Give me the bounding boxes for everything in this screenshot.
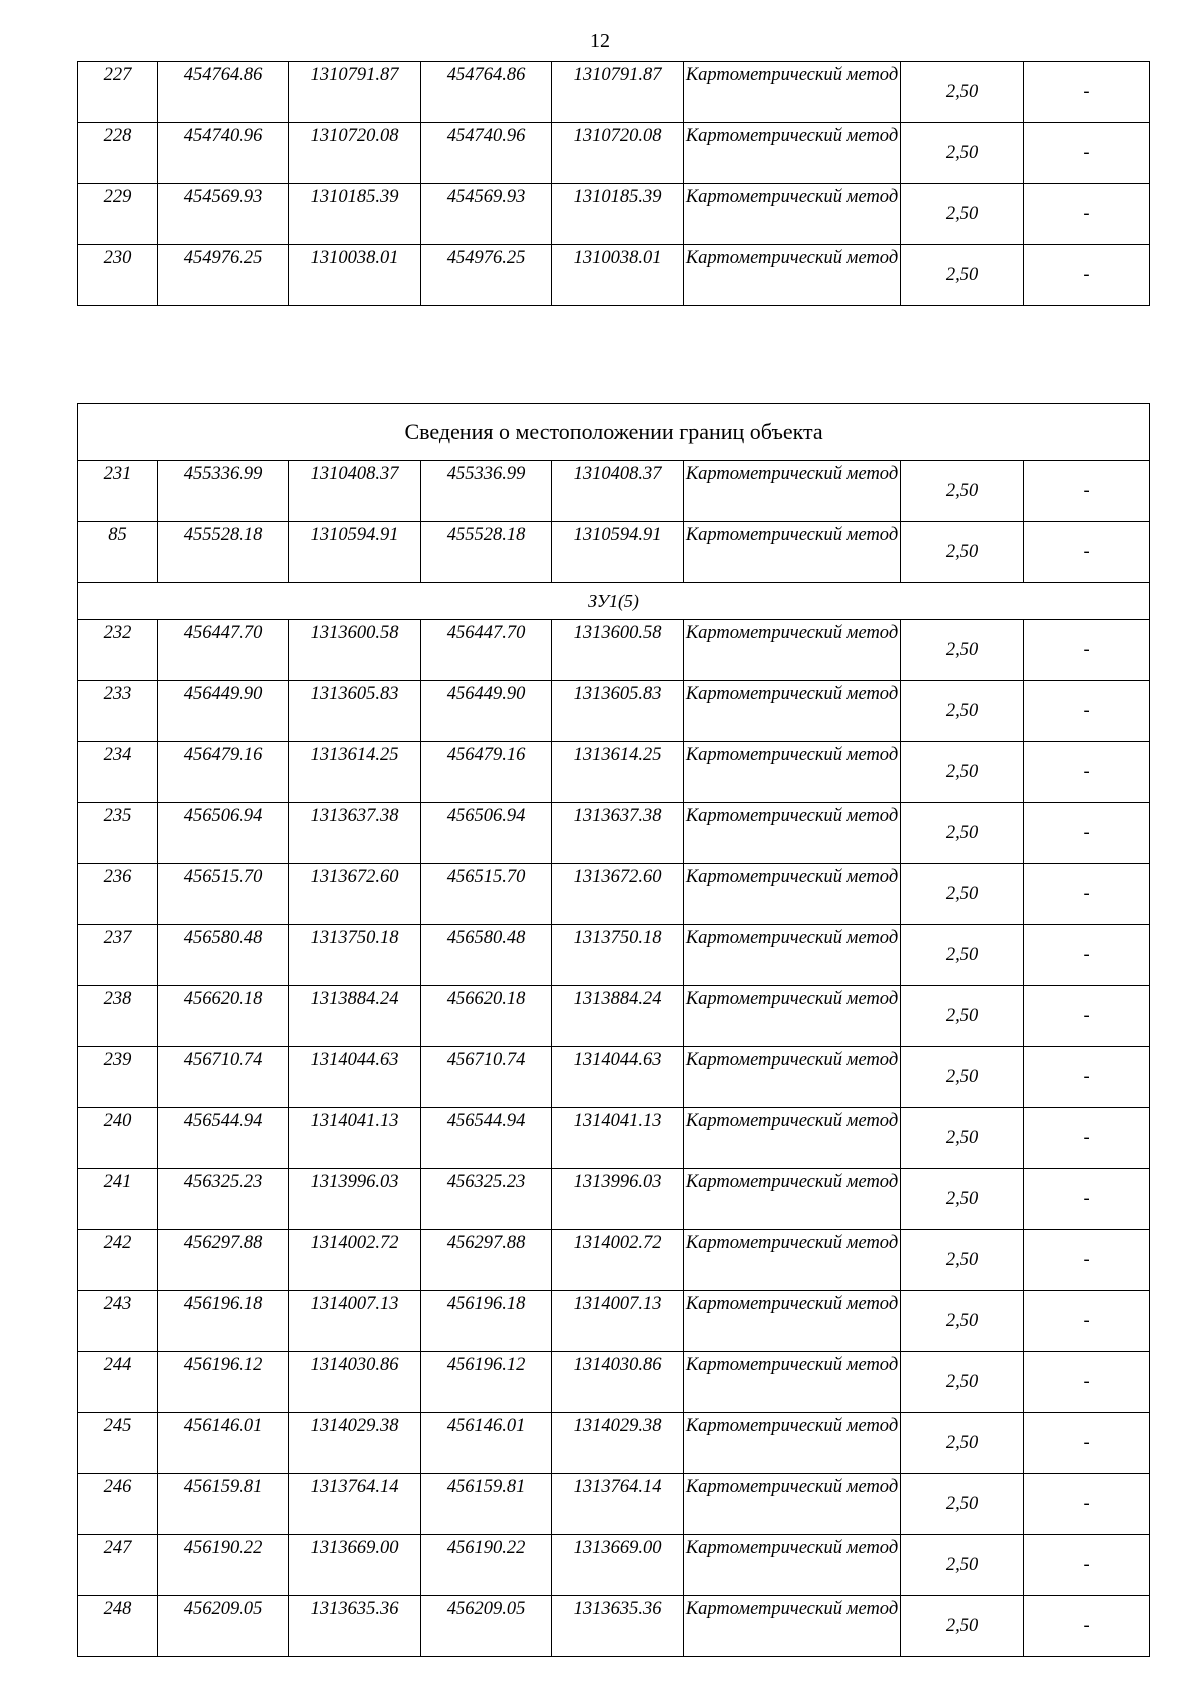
- table-row: [78, 62, 1150, 123]
- x-coordinate-cell: 456449.90: [158, 681, 289, 742]
- y-coordinate-cell: 1314002.72: [289, 1230, 421, 1291]
- x-coordinate-cell: 455528.18: [421, 522, 552, 583]
- x-coordinate-cell: 456196.18: [158, 1291, 289, 1352]
- method-cell: Картометрический метод: [684, 681, 901, 742]
- y-coordinate-cell: 1314007.13: [552, 1291, 684, 1352]
- y-coordinate-cell: 1314044.63: [289, 1047, 421, 1108]
- precision-cell: 2,50: [901, 1352, 1024, 1413]
- x-coordinate-cell: 454976.25: [421, 245, 552, 306]
- table-row: [78, 123, 1150, 184]
- note-cell: -: [1024, 803, 1150, 864]
- precision-cell: 2,50: [901, 925, 1024, 986]
- y-coordinate-cell: 1310720.08: [552, 123, 684, 184]
- y-coordinate-cell: 1314029.38: [289, 1413, 421, 1474]
- y-coordinate-cell: 1310594.91: [289, 522, 421, 583]
- y-coordinate-cell: 1313750.18: [552, 925, 684, 986]
- y-coordinate-cell: 1310185.39: [552, 184, 684, 245]
- y-coordinate-cell: 1310038.01: [289, 245, 421, 306]
- table-row: [78, 1047, 1150, 1108]
- note-cell: -: [1024, 461, 1150, 522]
- point-number-cell: 85: [78, 522, 158, 583]
- method-cell: Картометрический метод: [684, 1596, 901, 1657]
- table-row: [78, 1474, 1150, 1535]
- x-coordinate-cell: 454569.93: [421, 184, 552, 245]
- method-cell: Картометрический метод: [684, 62, 901, 123]
- note-cell: -: [1024, 245, 1150, 306]
- note-cell: -: [1024, 620, 1150, 681]
- y-coordinate-cell: 1313600.58: [552, 620, 684, 681]
- y-coordinate-cell: 1310791.87: [289, 62, 421, 123]
- method-cell: Картометрический метод: [684, 461, 901, 522]
- table-row: [78, 986, 1150, 1047]
- table-row: [78, 1291, 1150, 1352]
- point-number-cell: 237: [78, 925, 158, 986]
- y-coordinate-cell: 1314041.13: [552, 1108, 684, 1169]
- x-coordinate-cell: 456479.16: [421, 742, 552, 803]
- note-cell: -: [1024, 522, 1150, 583]
- table-row: [78, 245, 1150, 306]
- y-coordinate-cell: 1313605.83: [552, 681, 684, 742]
- point-number-cell: 231: [78, 461, 158, 522]
- method-cell: Картометрический метод: [684, 620, 901, 681]
- point-number-cell: 238: [78, 986, 158, 1047]
- precision-cell: 2,50: [901, 62, 1024, 123]
- precision-cell: 2,50: [901, 461, 1024, 522]
- method-cell: Картометрический метод: [684, 123, 901, 184]
- y-coordinate-cell: 1313669.00: [289, 1535, 421, 1596]
- precision-cell: 2,50: [901, 1596, 1024, 1657]
- point-number-cell: 239: [78, 1047, 158, 1108]
- note-cell: -: [1024, 742, 1150, 803]
- x-coordinate-cell: 456159.81: [421, 1474, 552, 1535]
- precision-cell: 2,50: [901, 1169, 1024, 1230]
- note-cell: -: [1024, 864, 1150, 925]
- x-coordinate-cell: 454764.86: [421, 62, 552, 123]
- x-coordinate-cell: 456196.18: [421, 1291, 552, 1352]
- point-number-cell: 236: [78, 864, 158, 925]
- precision-cell: 2,50: [901, 184, 1024, 245]
- point-number-cell: 233: [78, 681, 158, 742]
- note-cell: -: [1024, 123, 1150, 184]
- method-cell: Картометрический метод: [684, 522, 901, 583]
- precision-cell: 2,50: [901, 864, 1024, 925]
- precision-cell: 2,50: [901, 1535, 1024, 1596]
- x-coordinate-cell: 454976.25: [158, 245, 289, 306]
- method-cell: Картометрический метод: [684, 864, 901, 925]
- y-coordinate-cell: 1313600.58: [289, 620, 421, 681]
- note-cell: -: [1024, 1291, 1150, 1352]
- x-coordinate-cell: 456325.23: [158, 1169, 289, 1230]
- x-coordinate-cell: 456710.74: [158, 1047, 289, 1108]
- y-coordinate-cell: 1313996.03: [552, 1169, 684, 1230]
- y-coordinate-cell: 1313614.25: [289, 742, 421, 803]
- method-cell: Картометрический метод: [684, 1474, 901, 1535]
- precision-cell: 2,50: [901, 681, 1024, 742]
- x-coordinate-cell: 456190.22: [421, 1535, 552, 1596]
- point-number-cell: 247: [78, 1535, 158, 1596]
- y-coordinate-cell: 1314029.38: [552, 1413, 684, 1474]
- section-label: ЗУ1(5): [78, 583, 1150, 620]
- method-cell: Картометрический метод: [684, 742, 901, 803]
- y-coordinate-cell: 1314030.86: [552, 1352, 684, 1413]
- table-row: [78, 1535, 1150, 1596]
- x-coordinate-cell: 456190.22: [158, 1535, 289, 1596]
- table-row: [78, 925, 1150, 986]
- y-coordinate-cell: 1310594.91: [552, 522, 684, 583]
- precision-cell: 2,50: [901, 1474, 1024, 1535]
- y-coordinate-cell: 1314007.13: [289, 1291, 421, 1352]
- y-coordinate-cell: 1314044.63: [552, 1047, 684, 1108]
- x-coordinate-cell: 456325.23: [421, 1169, 552, 1230]
- table-row: [78, 522, 1150, 583]
- x-coordinate-cell: 454740.96: [421, 123, 552, 184]
- method-cell: Картометрический метод: [684, 1352, 901, 1413]
- y-coordinate-cell: 1313637.38: [552, 803, 684, 864]
- point-number-cell: 243: [78, 1291, 158, 1352]
- y-coordinate-cell: 1313635.36: [552, 1596, 684, 1657]
- method-cell: Картометрический метод: [684, 1535, 901, 1596]
- precision-cell: 2,50: [901, 1413, 1024, 1474]
- page-number: 12: [590, 30, 610, 52]
- point-number-cell: 228: [78, 123, 158, 184]
- x-coordinate-cell: 456196.12: [421, 1352, 552, 1413]
- x-coordinate-cell: 455336.99: [158, 461, 289, 522]
- x-coordinate-cell: 456146.01: [158, 1413, 289, 1474]
- table-row: [78, 1352, 1150, 1413]
- precision-cell: 2,50: [901, 803, 1024, 864]
- y-coordinate-cell: 1313884.24: [289, 986, 421, 1047]
- x-coordinate-cell: 454740.96: [158, 123, 289, 184]
- precision-cell: 2,50: [901, 1108, 1024, 1169]
- point-number-cell: 242: [78, 1230, 158, 1291]
- note-cell: -: [1024, 1596, 1150, 1657]
- point-number-cell: 235: [78, 803, 158, 864]
- point-number-cell: 234: [78, 742, 158, 803]
- precision-cell: 2,50: [901, 1047, 1024, 1108]
- note-cell: -: [1024, 986, 1150, 1047]
- method-cell: Картометрический метод: [684, 245, 901, 306]
- x-coordinate-cell: 456159.81: [158, 1474, 289, 1535]
- x-coordinate-cell: 456449.90: [421, 681, 552, 742]
- note-cell: -: [1024, 1047, 1150, 1108]
- y-coordinate-cell: 1310185.39: [289, 184, 421, 245]
- y-coordinate-cell: 1313884.24: [552, 986, 684, 1047]
- x-coordinate-cell: 456710.74: [421, 1047, 552, 1108]
- y-coordinate-cell: 1313669.00: [552, 1535, 684, 1596]
- x-coordinate-cell: 456506.94: [158, 803, 289, 864]
- point-number-cell: 229: [78, 184, 158, 245]
- note-cell: -: [1024, 62, 1150, 123]
- point-number-cell: 245: [78, 1413, 158, 1474]
- boundary-coordinates-table: [77, 403, 1150, 1657]
- table-body: [78, 62, 1150, 306]
- y-coordinate-cell: 1310720.08: [289, 123, 421, 184]
- x-coordinate-cell: 456515.70: [421, 864, 552, 925]
- table-row: [78, 184, 1150, 245]
- table-row: [78, 681, 1150, 742]
- y-coordinate-cell: 1313672.60: [289, 864, 421, 925]
- y-coordinate-cell: 1310408.37: [552, 461, 684, 522]
- y-coordinate-cell: 1314002.72: [552, 1230, 684, 1291]
- x-coordinate-cell: 456447.70: [158, 620, 289, 681]
- y-coordinate-cell: 1310038.01: [552, 245, 684, 306]
- point-number-cell: 227: [78, 62, 158, 123]
- point-number-cell: 246: [78, 1474, 158, 1535]
- x-coordinate-cell: 455528.18: [158, 522, 289, 583]
- point-number-cell: 240: [78, 1108, 158, 1169]
- method-cell: Картометрический метод: [684, 803, 901, 864]
- table-body: [78, 404, 1150, 1657]
- point-number-cell: 248: [78, 1596, 158, 1657]
- precision-cell: 2,50: [901, 1291, 1024, 1352]
- precision-cell: 2,50: [901, 123, 1024, 184]
- y-coordinate-cell: 1313750.18: [289, 925, 421, 986]
- note-cell: -: [1024, 1474, 1150, 1535]
- coordinates-table-continued: [77, 61, 1150, 306]
- y-coordinate-cell: 1314041.13: [289, 1108, 421, 1169]
- table-row: [78, 620, 1150, 681]
- x-coordinate-cell: 456297.88: [158, 1230, 289, 1291]
- method-cell: Картометрический метод: [684, 1108, 901, 1169]
- precision-cell: 2,50: [901, 986, 1024, 1047]
- table-row: [78, 1413, 1150, 1474]
- note-cell: -: [1024, 1108, 1150, 1169]
- precision-cell: 2,50: [901, 742, 1024, 803]
- precision-cell: 2,50: [901, 522, 1024, 583]
- x-coordinate-cell: 456544.94: [158, 1108, 289, 1169]
- table-title: Сведения о местоположении границ объекта: [78, 404, 1150, 461]
- x-coordinate-cell: 456196.12: [158, 1352, 289, 1413]
- x-coordinate-cell: 456515.70: [158, 864, 289, 925]
- y-coordinate-cell: 1313635.36: [289, 1596, 421, 1657]
- y-coordinate-cell: 1313764.14: [289, 1474, 421, 1535]
- note-cell: -: [1024, 925, 1150, 986]
- note-cell: -: [1024, 184, 1150, 245]
- x-coordinate-cell: 454764.86: [158, 62, 289, 123]
- note-cell: -: [1024, 1352, 1150, 1413]
- x-coordinate-cell: 456297.88: [421, 1230, 552, 1291]
- precision-cell: 2,50: [901, 1230, 1024, 1291]
- x-coordinate-cell: 456447.70: [421, 620, 552, 681]
- y-coordinate-cell: 1310408.37: [289, 461, 421, 522]
- point-number-cell: 241: [78, 1169, 158, 1230]
- method-cell: Картометрический метод: [684, 184, 901, 245]
- x-coordinate-cell: 454569.93: [158, 184, 289, 245]
- method-cell: Картометрический метод: [684, 1047, 901, 1108]
- table-row: [78, 742, 1150, 803]
- y-coordinate-cell: 1313605.83: [289, 681, 421, 742]
- method-cell: Картометрический метод: [684, 925, 901, 986]
- x-coordinate-cell: 456620.18: [421, 986, 552, 1047]
- table-row: [78, 803, 1150, 864]
- y-coordinate-cell: 1314030.86: [289, 1352, 421, 1413]
- note-cell: -: [1024, 1535, 1150, 1596]
- point-number-cell: 230: [78, 245, 158, 306]
- table-row: [78, 864, 1150, 925]
- method-cell: Картометрический метод: [684, 1230, 901, 1291]
- x-coordinate-cell: 456580.48: [421, 925, 552, 986]
- method-cell: Картометрический метод: [684, 1169, 901, 1230]
- y-coordinate-cell: 1313614.25: [552, 742, 684, 803]
- table-title-row: [78, 404, 1150, 461]
- x-coordinate-cell: 456544.94: [421, 1108, 552, 1169]
- table-row: [78, 1108, 1150, 1169]
- precision-cell: 2,50: [901, 620, 1024, 681]
- note-cell: -: [1024, 681, 1150, 742]
- table-row: [78, 1230, 1150, 1291]
- note-cell: -: [1024, 1230, 1150, 1291]
- precision-cell: 2,50: [901, 245, 1024, 306]
- x-coordinate-cell: 456146.01: [421, 1413, 552, 1474]
- point-number-cell: 244: [78, 1352, 158, 1413]
- note-cell: -: [1024, 1169, 1150, 1230]
- y-coordinate-cell: 1310791.87: [552, 62, 684, 123]
- x-coordinate-cell: 456479.16: [158, 742, 289, 803]
- y-coordinate-cell: 1313637.38: [289, 803, 421, 864]
- x-coordinate-cell: 456580.48: [158, 925, 289, 986]
- y-coordinate-cell: 1313672.60: [552, 864, 684, 925]
- y-coordinate-cell: 1313996.03: [289, 1169, 421, 1230]
- x-coordinate-cell: 455336.99: [421, 461, 552, 522]
- section-header-row: [78, 583, 1150, 620]
- y-coordinate-cell: 1313764.14: [552, 1474, 684, 1535]
- table-row: [78, 461, 1150, 522]
- method-cell: Картометрический метод: [684, 1413, 901, 1474]
- x-coordinate-cell: 456209.05: [421, 1596, 552, 1657]
- x-coordinate-cell: 456506.94: [421, 803, 552, 864]
- point-number-cell: 232: [78, 620, 158, 681]
- x-coordinate-cell: 456620.18: [158, 986, 289, 1047]
- table-row: [78, 1596, 1150, 1657]
- x-coordinate-cell: 456209.05: [158, 1596, 289, 1657]
- method-cell: Картометрический метод: [684, 986, 901, 1047]
- table-row: [78, 1169, 1150, 1230]
- method-cell: Картометрический метод: [684, 1291, 901, 1352]
- note-cell: -: [1024, 1413, 1150, 1474]
